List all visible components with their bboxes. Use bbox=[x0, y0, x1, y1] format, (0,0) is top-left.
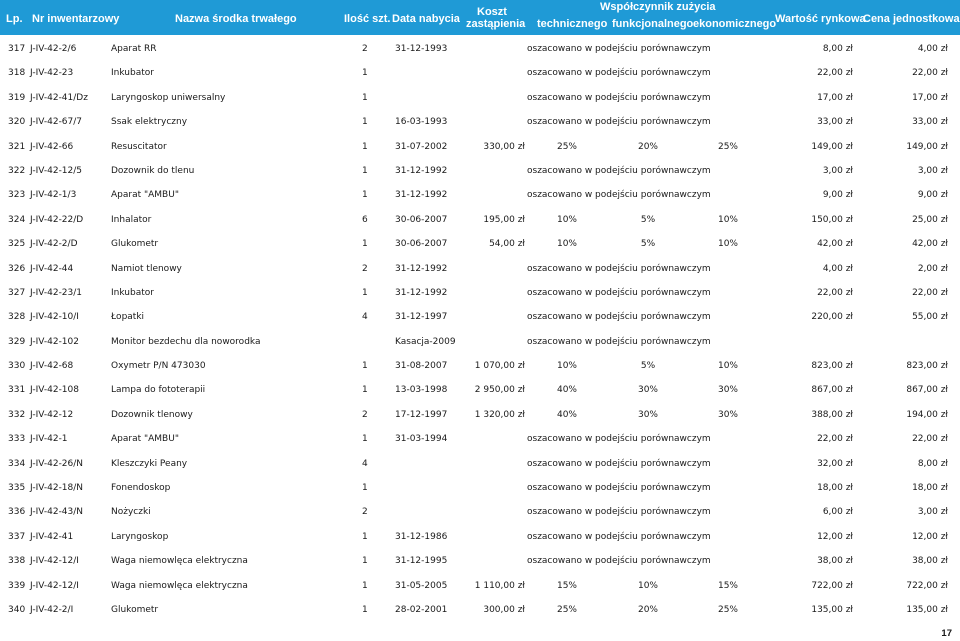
cell-date: 17-12-1997 bbox=[395, 409, 448, 420]
cell-market: 22,00 zł bbox=[817, 434, 853, 445]
page-number: 17 bbox=[941, 628, 952, 639]
cell-market: 6,00 zł bbox=[822, 507, 853, 518]
cell-note: oszacowano w podejściu porównawczym bbox=[527, 165, 711, 176]
cell-inv: J-IV-42-10/I bbox=[30, 312, 79, 323]
cell-date: 31-12-1995 bbox=[395, 556, 448, 567]
cell-date: Kasacja-2009 bbox=[395, 336, 456, 347]
cell-inv: J-IV-42-12/I bbox=[30, 556, 79, 567]
cell-cost: 195,00 zł bbox=[483, 214, 525, 225]
cell-unit: 38,00 zł bbox=[912, 556, 948, 567]
cell-qty: 4 bbox=[362, 458, 368, 469]
table-row bbox=[0, 61, 960, 85]
cell-note: oszacowano w podejściu porównawczym bbox=[527, 44, 711, 54]
header-wear-group: Współczynnik zużycia bbox=[600, 1, 716, 13]
cell-f: 5% bbox=[640, 239, 656, 250]
table-row bbox=[0, 159, 960, 183]
cell-unit: 149,00 zł bbox=[906, 141, 948, 152]
cell-unit: 42,00 zł bbox=[912, 239, 948, 250]
cell-date: 30-06-2007 bbox=[395, 214, 448, 225]
cell-t: 25% bbox=[556, 604, 577, 615]
table-row bbox=[0, 452, 960, 476]
header-wear-functional: funkcjonalnego bbox=[612, 18, 694, 30]
cell-date: 30-06-2007 bbox=[395, 239, 448, 250]
cell-name: Namiot tlenowy bbox=[111, 263, 182, 274]
cell-inv: J-IV-42-18/N bbox=[30, 483, 84, 494]
cell-qty: 2 bbox=[362, 44, 368, 54]
cell-market: 220,00 zł bbox=[811, 312, 853, 323]
cell-f: 30% bbox=[637, 409, 658, 420]
cell-lp: 338 bbox=[8, 556, 26, 567]
cell-unit: 12,00 zł bbox=[912, 531, 948, 542]
cell-market: 38,00 zł bbox=[817, 556, 853, 567]
cell-note: oszacowano w podejściu porównawczym bbox=[527, 287, 711, 298]
cell-qty: 1 bbox=[362, 190, 368, 201]
cell-lp: 336 bbox=[8, 507, 26, 518]
cell-market: 12,00 zł bbox=[817, 531, 853, 542]
cell-lp: 322 bbox=[8, 165, 26, 176]
table-row bbox=[0, 257, 960, 281]
cell-inv: J-IV-42-66 bbox=[30, 141, 74, 152]
cell-date: 31-12-1992 bbox=[395, 165, 448, 176]
cell-inv: J-IV-42-41 bbox=[30, 531, 74, 542]
cell-date: 28-02-2001 bbox=[395, 604, 448, 615]
cell-lp: 340 bbox=[8, 604, 26, 615]
cell-inv: J-IV-42-2/6 bbox=[30, 44, 77, 54]
cell-market: 8,00 zł bbox=[822, 44, 853, 54]
cell-lp: 319 bbox=[8, 92, 26, 103]
cell-f: 10% bbox=[637, 580, 658, 591]
cell-lp: 329 bbox=[8, 336, 26, 347]
cell-date: 31-12-1992 bbox=[395, 263, 448, 274]
cell-date: 16-03-1993 bbox=[395, 117, 448, 128]
cell-lp: 318 bbox=[8, 68, 26, 79]
cell-inv: J-IV-42-2/I bbox=[30, 604, 74, 615]
cell-unit: 823,00 zł bbox=[906, 361, 948, 372]
cell-qty: 2 bbox=[362, 409, 368, 420]
cell-name: Glukometr bbox=[111, 239, 159, 250]
cell-date: 31-05-2005 bbox=[395, 580, 448, 591]
cell-qty: 1 bbox=[362, 556, 368, 567]
cell-unit: 3,00 zł bbox=[917, 165, 948, 176]
header-market-value: Wartość rynkowa bbox=[775, 13, 866, 25]
cell-inv: J-IV-42-41/Dz bbox=[30, 92, 88, 103]
header-replacement-cost-line1: Koszt bbox=[477, 6, 507, 18]
cell-qty: 1 bbox=[362, 239, 368, 250]
table-row bbox=[0, 476, 960, 500]
cell-name: Łopatki bbox=[111, 312, 145, 323]
cell-name: Oxymetr P/N 473030 bbox=[111, 361, 206, 372]
cell-name: Aparat RR bbox=[111, 44, 157, 54]
cell-market: 4,00 zł bbox=[822, 263, 853, 274]
cell-qty: 1 bbox=[362, 68, 368, 79]
cell-e: 10% bbox=[717, 239, 738, 250]
cell-note: oszacowano w podejściu porównawczym bbox=[527, 458, 711, 469]
table-row bbox=[0, 549, 960, 573]
cell-market: 149,00 zł bbox=[811, 141, 853, 152]
cell-unit: 8,00 zł bbox=[917, 458, 948, 469]
cell-t: 40% bbox=[556, 409, 577, 420]
cell-e: 25% bbox=[717, 141, 738, 152]
cell-note: oszacowano w podejściu porównawczym bbox=[527, 434, 711, 445]
cell-date: 31-12-1992 bbox=[395, 190, 448, 201]
cell-market: 135,00 zł bbox=[811, 604, 853, 615]
cell-f: 20% bbox=[637, 604, 658, 615]
cell-unit: 722,00 zł bbox=[906, 580, 948, 591]
cell-name: Inkubator bbox=[111, 287, 154, 298]
cell-qty: 4 bbox=[362, 312, 368, 323]
cell-f: 5% bbox=[640, 214, 656, 225]
cell-name: Ssak elektryczny bbox=[111, 117, 188, 128]
cell-unit: 22,00 zł bbox=[912, 434, 948, 445]
cell-inv: J-IV-42-12 bbox=[30, 409, 74, 420]
cell-cost: 1 320,00 zł bbox=[474, 409, 525, 420]
cell-inv: J-IV-42-1/3 bbox=[30, 190, 77, 201]
header-quantity: Ilość szt. bbox=[344, 13, 391, 25]
cell-qty: 1 bbox=[362, 434, 368, 445]
cell-lp: 332 bbox=[8, 409, 26, 420]
header-asset-name: Nazwa środka trwałego bbox=[175, 13, 297, 25]
cell-name: Waga niemowlęca elektryczna bbox=[111, 580, 248, 591]
cell-name: Aparat "AMBU" bbox=[111, 190, 179, 201]
cell-inv: J-IV-42-23 bbox=[30, 68, 74, 79]
cell-market: 32,00 zł bbox=[817, 458, 853, 469]
table-row bbox=[0, 208, 960, 232]
cell-e: 30% bbox=[717, 409, 738, 420]
cell-unit: 3,00 zł bbox=[917, 507, 948, 518]
cell-date: 13-03-1998 bbox=[395, 385, 448, 396]
cell-name: Inkubator bbox=[111, 68, 154, 79]
cell-lp: 321 bbox=[8, 141, 26, 152]
cell-lp: 334 bbox=[8, 458, 26, 469]
table-row bbox=[0, 183, 960, 207]
cell-qty: 1 bbox=[362, 117, 368, 128]
cell-e: 10% bbox=[717, 361, 738, 372]
cell-note: oszacowano w podejściu porównawczym bbox=[527, 556, 711, 567]
cell-unit: 22,00 zł bbox=[912, 287, 948, 298]
cell-name: Dozownik do tlenu bbox=[111, 165, 195, 176]
cell-inv: J-IV-42-12/5 bbox=[30, 165, 83, 176]
cell-inv: J-IV-42-23/1 bbox=[30, 287, 83, 298]
cell-unit: 25,00 zł bbox=[912, 214, 948, 225]
cell-market: 867,00 zł bbox=[811, 385, 853, 396]
table-row bbox=[0, 354, 960, 378]
cell-e: 25% bbox=[717, 604, 738, 615]
table-row bbox=[0, 110, 960, 134]
table-row bbox=[0, 135, 960, 159]
header-replacement-cost-line2: zastąpienia bbox=[466, 18, 526, 30]
cell-name: Inhalator bbox=[111, 214, 152, 225]
cell-inv: J-IV-42-2/D bbox=[30, 239, 78, 250]
cell-note: oszacowano w podejściu porównawczym bbox=[527, 483, 711, 494]
cell-inv: J-IV-42-12/I bbox=[30, 580, 79, 591]
cell-qty: 1 bbox=[362, 483, 368, 494]
cell-lp: 328 bbox=[8, 312, 26, 323]
cell-date: 31-07-2002 bbox=[395, 141, 448, 152]
cell-unit: 867,00 zł bbox=[906, 385, 948, 396]
cell-inv: J-IV-42-68 bbox=[30, 361, 74, 372]
cell-lp: 323 bbox=[8, 190, 26, 201]
cell-name: Kleszczyki Peany bbox=[111, 458, 188, 469]
cell-note: oszacowano w podejściu porównawczym bbox=[527, 312, 711, 323]
cell-date: 31-12-1993 bbox=[395, 44, 448, 54]
header-inventory-no: Nr inwentarzowy bbox=[32, 13, 120, 25]
cell-cost: 2 950,00 zł bbox=[474, 385, 525, 396]
cell-cost: 1 070,00 zł bbox=[474, 361, 525, 372]
cell-lp: 337 bbox=[8, 531, 26, 542]
cell-note: oszacowano w podejściu porównawczym bbox=[527, 117, 711, 128]
cell-lp: 335 bbox=[8, 483, 26, 494]
cell-date: 31-12-1986 bbox=[395, 531, 448, 542]
cell-market: 33,00 zł bbox=[817, 117, 853, 128]
cell-cost: 1 110,00 zł bbox=[474, 580, 525, 591]
cell-e: 30% bbox=[717, 385, 738, 396]
cell-qty: 1 bbox=[362, 580, 368, 591]
table-row bbox=[0, 330, 960, 354]
cell-market: 3,00 zł bbox=[822, 165, 853, 176]
cell-note: oszacowano w podejściu porównawczym bbox=[527, 507, 711, 518]
cell-note: oszacowano w podejściu porównawczym bbox=[527, 336, 711, 347]
cell-market: 22,00 zł bbox=[817, 68, 853, 79]
cell-date: 31-12-1997 bbox=[395, 312, 448, 323]
cell-unit: 2,00 zł bbox=[917, 263, 948, 274]
cell-lp: 325 bbox=[8, 239, 26, 250]
cell-market: 22,00 zł bbox=[817, 287, 853, 298]
cell-qty: 2 bbox=[362, 507, 368, 518]
cell-inv: J-IV-42-22/D bbox=[30, 214, 84, 225]
cell-cost: 300,00 zł bbox=[483, 604, 525, 615]
cell-qty: 1 bbox=[362, 385, 368, 396]
cell-qty: 1 bbox=[362, 531, 368, 542]
cell-t: 10% bbox=[556, 361, 577, 372]
cell-unit: 55,00 zł bbox=[912, 312, 948, 323]
header-purchase-date: Data nabycia bbox=[392, 13, 460, 25]
cell-t: 10% bbox=[556, 239, 577, 250]
cell-name: Nożyczki bbox=[111, 507, 151, 518]
table-body bbox=[0, 37, 960, 622]
table-row bbox=[0, 281, 960, 305]
table-row bbox=[0, 86, 960, 110]
cell-lp: 330 bbox=[8, 361, 26, 372]
cell-qty: 1 bbox=[362, 361, 368, 372]
cell-unit: 4,00 zł bbox=[917, 44, 948, 54]
cell-qty: 1 bbox=[362, 165, 368, 176]
header-wear-technical: technicznego bbox=[537, 18, 608, 30]
cell-cost: 330,00 zł bbox=[483, 141, 525, 152]
cell-lp: 331 bbox=[8, 385, 26, 396]
cell-inv: J-IV-42-26/N bbox=[30, 458, 84, 469]
cell-inv: J-IV-42-44 bbox=[30, 263, 74, 274]
cell-note: oszacowano w podejściu porównawczym bbox=[527, 263, 711, 274]
cell-market: 388,00 zł bbox=[811, 409, 853, 420]
table-row bbox=[0, 232, 960, 256]
cell-lp: 333 bbox=[8, 434, 26, 445]
cell-qty: 2 bbox=[362, 263, 368, 274]
table-row bbox=[0, 500, 960, 524]
cell-unit: 17,00 zł bbox=[912, 92, 948, 103]
cell-date: 31-03-1994 bbox=[395, 434, 448, 445]
cell-lp: 327 bbox=[8, 287, 26, 298]
cell-qty: 6 bbox=[362, 214, 368, 225]
cell-f: 20% bbox=[637, 141, 658, 152]
cell-lp: 317 bbox=[8, 44, 26, 54]
cell-name: Fonendoskop bbox=[111, 483, 171, 494]
cell-name: Waga niemowlęca elektryczna bbox=[111, 556, 248, 567]
cell-note: oszacowano w podejściu porównawczym bbox=[527, 68, 711, 79]
cell-qty: 1 bbox=[362, 604, 368, 615]
cell-name: Aparat "AMBU" bbox=[111, 434, 179, 445]
cell-e: 15% bbox=[717, 580, 738, 591]
cell-name: Glukometr bbox=[111, 604, 159, 615]
cell-unit: 194,00 zł bbox=[906, 409, 948, 420]
cell-f: 5% bbox=[640, 361, 656, 372]
table-row bbox=[0, 305, 960, 329]
cell-date: 31-12-1992 bbox=[395, 287, 448, 298]
cell-f: 30% bbox=[637, 385, 658, 396]
header-wear-economic: ekonomicznego bbox=[693, 18, 777, 30]
cell-name: Laryngoskop bbox=[111, 531, 169, 542]
cell-name: Lampa do fototerapii bbox=[111, 385, 206, 396]
cell-name: Resuscitator bbox=[111, 141, 167, 152]
cell-note: oszacowano w podejściu porównawczym bbox=[527, 531, 711, 542]
cell-market: 722,00 zł bbox=[811, 580, 853, 591]
cell-date: 31-08-2007 bbox=[395, 361, 448, 372]
table-row bbox=[0, 37, 960, 61]
cell-unit: 22,00 zł bbox=[912, 68, 948, 79]
cell-t: 10% bbox=[556, 214, 577, 225]
table-row bbox=[0, 403, 960, 427]
cell-market: 18,00 zł bbox=[817, 483, 853, 494]
cell-qty: 1 bbox=[362, 141, 368, 152]
cell-lp: 339 bbox=[8, 580, 26, 591]
table-row bbox=[0, 598, 960, 622]
cell-inv: J-IV-42-43/N bbox=[30, 507, 84, 518]
cell-market: 823,00 zł bbox=[811, 361, 853, 372]
table-row bbox=[0, 574, 960, 598]
cell-qty: 1 bbox=[362, 92, 368, 103]
cell-market: 9,00 zł bbox=[822, 190, 853, 201]
cell-t: 25% bbox=[556, 141, 577, 152]
cell-market: 17,00 zł bbox=[817, 92, 853, 103]
cell-lp: 326 bbox=[8, 263, 26, 274]
header-unit-price: Cena jednostkowa bbox=[863, 13, 960, 25]
cell-name: Monitor bezdechu dla noworodka bbox=[111, 336, 261, 347]
cell-lp: 320 bbox=[8, 117, 26, 128]
cell-inv: J-IV-42-1 bbox=[30, 434, 68, 445]
cell-unit: 9,00 zł bbox=[917, 190, 948, 201]
cell-t: 40% bbox=[556, 385, 577, 396]
cell-lp: 324 bbox=[8, 214, 26, 225]
cell-cost: 54,00 zł bbox=[489, 239, 525, 250]
table-row bbox=[0, 525, 960, 549]
cell-e: 10% bbox=[717, 214, 738, 225]
table-row bbox=[0, 378, 960, 402]
cell-name: Laryngoskop uniwersalny bbox=[111, 92, 226, 103]
cell-market: 42,00 zł bbox=[817, 239, 853, 250]
cell-inv: J-IV-42-102 bbox=[30, 336, 79, 347]
cell-market: 150,00 zł bbox=[811, 214, 853, 225]
cell-note: oszacowano w podejściu porównawczym bbox=[527, 92, 711, 103]
header-lp: Lp. bbox=[6, 13, 23, 25]
cell-name: Dozownik tlenowy bbox=[111, 409, 193, 420]
cell-note: oszacowano w podejściu porównawczym bbox=[527, 190, 711, 201]
cell-qty: 1 bbox=[362, 287, 368, 298]
cell-unit: 18,00 zł bbox=[912, 483, 948, 494]
table-row bbox=[0, 427, 960, 451]
cell-t: 15% bbox=[556, 580, 577, 591]
cell-unit: 135,00 zł bbox=[906, 604, 948, 615]
table-header bbox=[0, 0, 960, 35]
cell-inv: J-IV-42-67/7 bbox=[30, 117, 83, 128]
cell-inv: J-IV-42-108 bbox=[30, 385, 79, 396]
cell-unit: 33,00 zł bbox=[912, 117, 948, 128]
